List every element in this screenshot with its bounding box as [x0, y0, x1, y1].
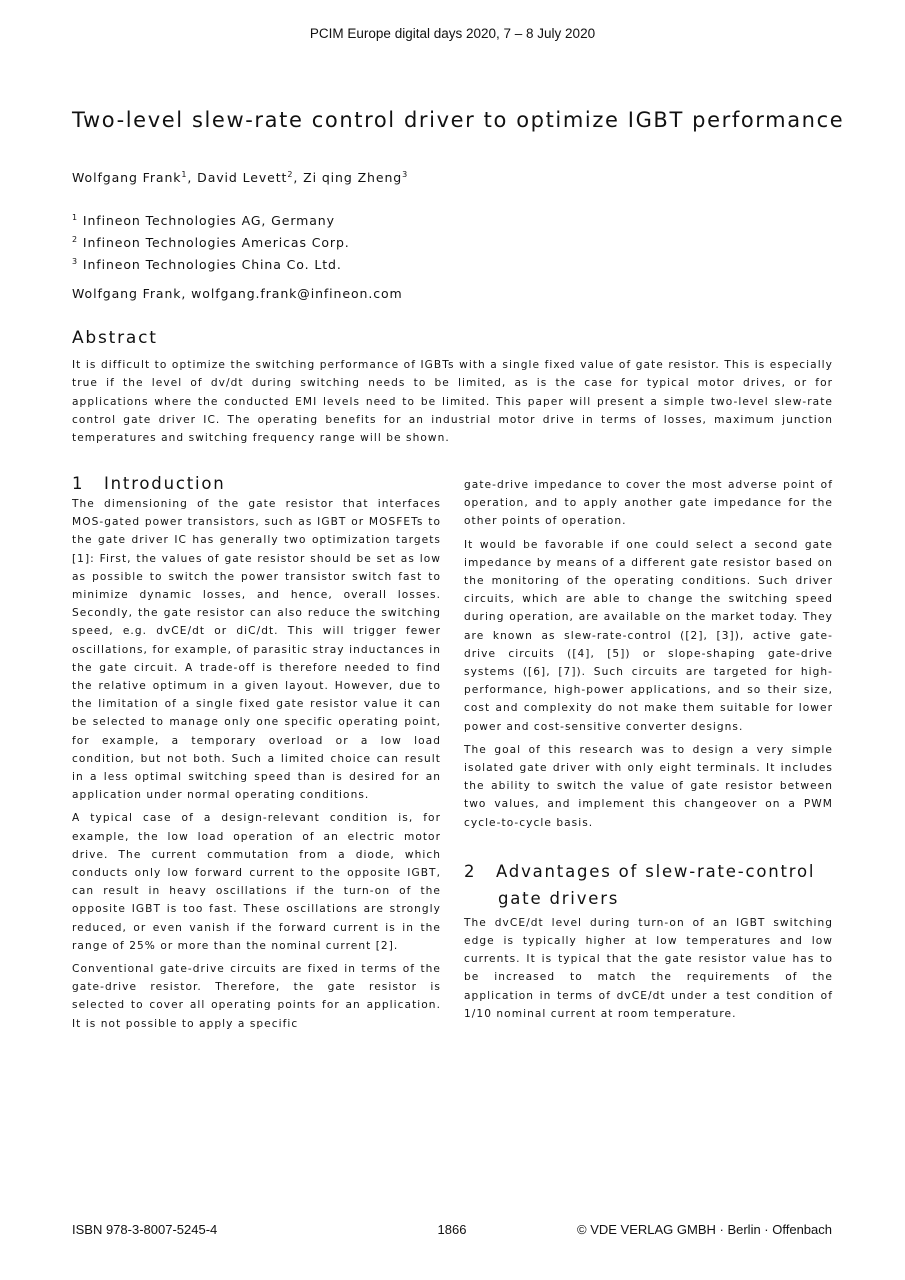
- contact-email: Wolfgang Frank, wolfgang.frank@infineon.com: [72, 286, 403, 301]
- publisher: © VDE VERLAG GMBH · Berlin · Offenbach: [577, 1222, 832, 1237]
- paragraph: The goal of this research was to design a very simple isolated gate driver with only eight terminals. It includes the ability to switch the value of gate resistor between two values, and implement this changeover on a PWM cycle-to-cycle basis.: [464, 743, 833, 829]
- affiliation-item: $^2$ Infineon Technologies Americas Corp.: [72, 235, 350, 251]
- affiliation-item: $^3$ Infineon Technologies China Co. Ltd.: [72, 257, 342, 273]
- author-affiliation-mark: 2: [287, 170, 294, 179]
- author-name: Zi qing Zheng: [303, 170, 403, 186]
- section-heading: 1 Introduction: [72, 474, 226, 493]
- abstract-text: It is difficult to optimize the switching performance of IGBTs with a single fixed value of gate resistor. This is especially true if the level of dv/dt during switching needs to be limited, as is the case for typical motor drives, or for applications where the conducted EMI levels need to be limited. This paper will present a simple two-level slew-rate control gate driver IC. The operating benefits for an industrial motor drive in terms of losses, maximum junction temperatures and switching frequency range will be shown.: [72, 359, 833, 445]
- abstract-heading: Abstract: [72, 328, 158, 348]
- paragraph: Conventional gate-drive circuits are fixed in terms of the gate-drive resistor. Therefore, the gate resistor is selected to cover all operating points for an application. It is not possible to apply a specific: [72, 963, 441, 1030]
- right-column: [464, 476, 833, 1028]
- paragraph: The dvCE/dt level during turn-on of an IGBT switching edge is typically higher at low temperatures and low currents. It is typical that the gate resistor value has to be increased to match the requirements of the application in terms of dvCE/dt under a test condition of 1/10 nominal current at room temperature.: [464, 916, 833, 1020]
- paragraph: The dimensioning of the gate resistor that interfaces MOS-gated power transistors, such as IGBT or MOSFETs to the gate driver IC has generally two optimization targets [1]: First, the values of gate resistor should be set as low as possible to switch the power transistor switch fast to minimize dynamic losses, and hence, overall losses. Secondly, the gate resistor can also reduce the switching speed, e.g. dvCE/dt or diC/dt. This will trigger fewer oscillations, for example, of parasitic stray inductances in the gate circuit. A trade-off is therefore needed to find the relative optimum in a given layout. However, due to the limitation of a single fixed gate resistor value it can be selected to manage only one specific operating point, for example, a temporary overload or a low load condition, but not both. Such a limited choice can result in a less optimal switching speed than is desired for an application under normal operating conditions.: [72, 498, 441, 802]
- paragraph: A typical case of a design-relevant condition is, for example, the low load operation of an electric motor drive. The current commutation from a diode, which conducts only low forward current to the opposite IGBT, can result in heavy oscillations if the turn-on of the opposite IGBT is too fast. These oscillations are strongly reduced, or even vanish if the forward current is in the range of 25% or more than the nominal current [2].: [72, 812, 441, 952]
- section-heading: 2 Advantages of slew-rate-control gate drivers: [464, 861, 816, 908]
- affiliation-list: [72, 208, 350, 274]
- author-list: Wolfgang Frank$^1$, David Levett$^2$, Zi qing Zheng$^3$: [72, 170, 409, 186]
- page-number: 1866: [437, 1222, 467, 1237]
- conference-header: PCIM Europe digital days 2020, 7 – 8 July 2020: [309, 26, 596, 41]
- author-affiliation-mark: 3: [402, 170, 409, 179]
- paper-title: Two-level slew-rate control driver to optimize IGBT performance: [72, 108, 845, 132]
- author-name: David Levett: [197, 170, 288, 186]
- left-column: [72, 474, 441, 1038]
- author-name: Wolfgang Frank: [72, 170, 182, 186]
- paragraph: gate-drive impedance to cover the most adverse point of operation, and to apply another gate impedance for the other points of operation.: [464, 479, 833, 528]
- isbn: ISBN 978-3-8007-5245-4: [72, 1222, 218, 1237]
- author-affiliation-mark: 1: [181, 170, 188, 179]
- paragraph: It would be favorable if one could select a second gate impedance by means of a different gate resistor based on the monitoring of the operating conditions. Such driver circuits, which are able to change the switching speed during operation, are available on the market today. They are known as slew-rate-control ([2], [3]), active gate-drive circuits ([4], [5]) or slope-shaping gate-drive systems ([6], [7]). Such circuits are targeted for high-performance, high-power applications, and so their size, cost and complexity do not make them suitable for lower power and cost-sensitive converter designs.: [464, 538, 833, 733]
- affiliation-item: $^1$ Infineon Technologies AG, Germany: [72, 213, 335, 229]
